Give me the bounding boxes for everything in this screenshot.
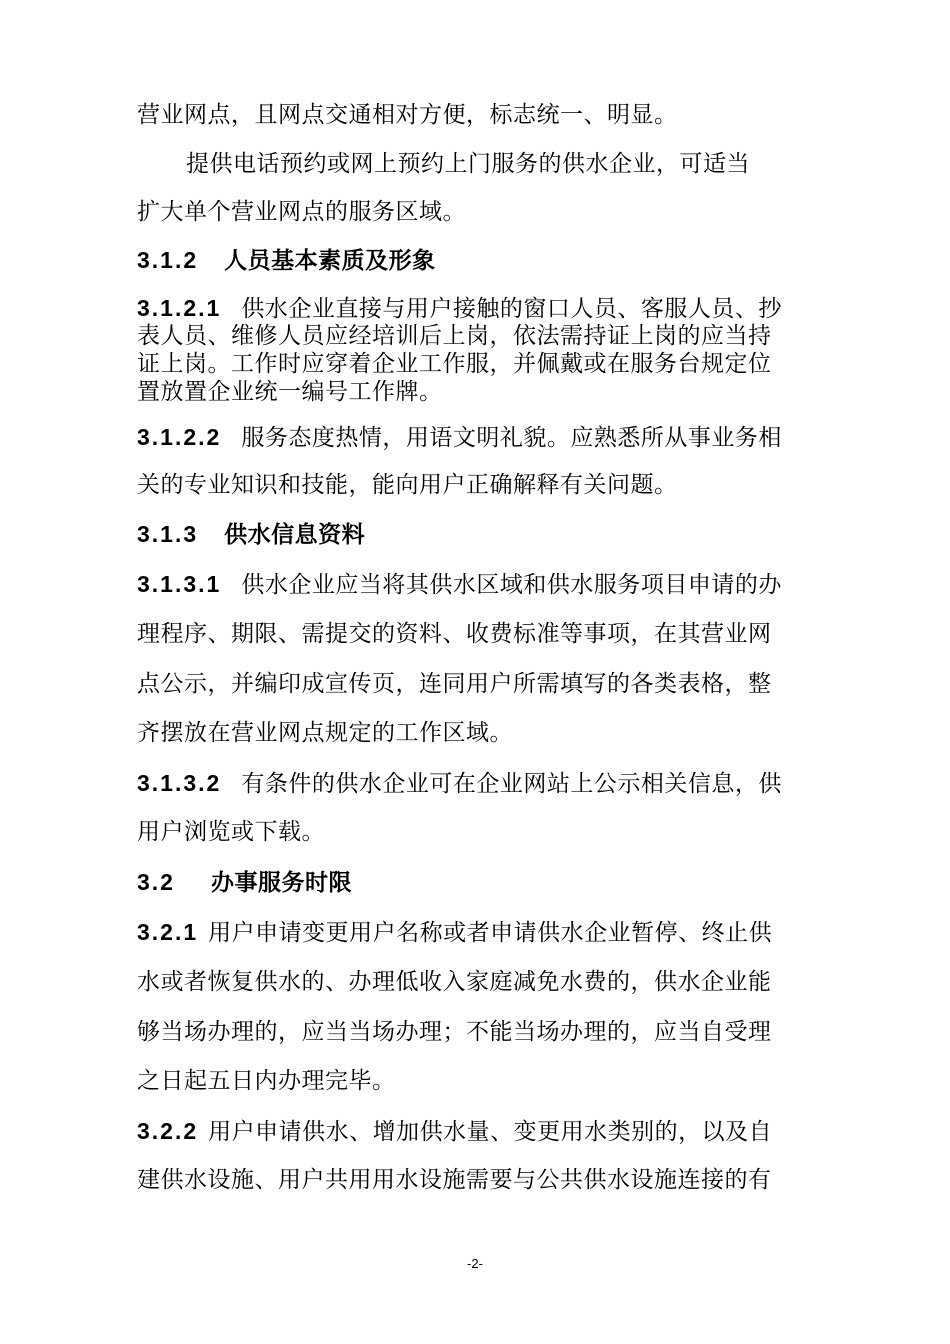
clause-3-1-3-1-line-1 <box>137 570 782 599</box>
clause-number: 3.1.2.2 <box>137 424 222 450</box>
clause-3-1-2-1-line-1 <box>137 294 782 323</box>
paragraph-line: 证上岗。工作时应穿着企业工作服，并佩戴或在服务台规定位 <box>137 351 772 377</box>
clause-3-1-3-2-line-1 <box>137 769 782 798</box>
section-title: 人员基本素质及形象 <box>224 248 436 274</box>
clause-text: 用户申请变更用户名称或者申请供水企业暂停、终止供 <box>208 920 773 946</box>
paragraph-line: 够当场办理的，应当当场办理；不能当场办理的，应当自受理 <box>137 1019 772 1045</box>
paragraph-line: 理程序、期限、需提交的资料、收费标准等事项，在其营业网 <box>137 621 772 647</box>
paragraph-line: 关的专业知识和技能，能向用户正确解释有关问题。 <box>137 472 678 498</box>
clause-3-1-2-2-line-1 <box>137 423 782 452</box>
paragraph-line: 建供水设施、用户共用用水设施需要与公共供水设施连接的有 <box>137 1167 772 1193</box>
clause-text: 服务态度热情，用语文明礼貌。应熟悉所从事业务相 <box>241 425 782 451</box>
section-title: 办事服务时限 <box>210 870 352 896</box>
clause-text: 用户申请供水、增加供水量、变更用水类别的，以及自 <box>208 1119 773 1145</box>
section-number: 3.1.2 <box>137 247 199 273</box>
paragraph-line: 扩大单个营业网点的服务区域。 <box>137 199 466 225</box>
section-number: 3.1.3 <box>137 521 199 547</box>
clause-text: 有条件的供水企业可在企业网站上公示相关信息，供 <box>241 771 782 797</box>
paragraph-line: 表人员、维修人员应经培训后上岗，依法需持证上岗的应当持 <box>137 323 772 349</box>
section-heading-3-1-2 <box>137 246 436 275</box>
clause-3-2-2-line-1 <box>137 1117 772 1146</box>
clause-number: 3.2.1 <box>137 919 199 945</box>
clause-number: 3.1.2.1 <box>137 295 222 321</box>
clause-number: 3.1.3.2 <box>137 770 222 796</box>
clause-number: 3.1.3.1 <box>137 571 222 597</box>
paragraph-line: 之日起五日内办理完毕。 <box>137 1068 396 1094</box>
paragraph-line: 置放置企业统一编号工作牌。 <box>137 379 443 405</box>
page-number: -2- <box>467 1256 483 1271</box>
paragraph-line: 营业网点，且网点交通相对方便，标志统一、明显。 <box>137 102 678 128</box>
paragraph-line: 齐摆放在营业网点规定的工作区域。 <box>137 720 513 746</box>
clause-number: 3.2.2 <box>137 1118 199 1144</box>
section-number: 3.2 <box>137 869 175 895</box>
paragraph-line: 用户浏览或下载。 <box>137 819 325 845</box>
section-heading-3-2 <box>137 868 352 897</box>
clause-text: 供水企业直接与用户接触的窗口人员、客服人员、抄 <box>241 296 782 322</box>
paragraph-line: 点公示，并编印成宣传页，连同用户所需填写的各类表格，整 <box>137 671 772 697</box>
paragraph-line: 水或者恢复供水的、办理低收入家庭减免水费的，供水企业能 <box>137 969 772 995</box>
paragraph-line: 提供电话预约或网上预约上门服务的供水企业，可适当 <box>186 151 750 177</box>
section-heading-3-1-3 <box>137 520 365 549</box>
clause-3-2-1-line-1 <box>137 918 772 947</box>
section-title: 供水信息资料 <box>224 522 366 548</box>
clause-text: 供水企业应当将其供水区域和供水服务项目申请的办 <box>241 572 782 598</box>
